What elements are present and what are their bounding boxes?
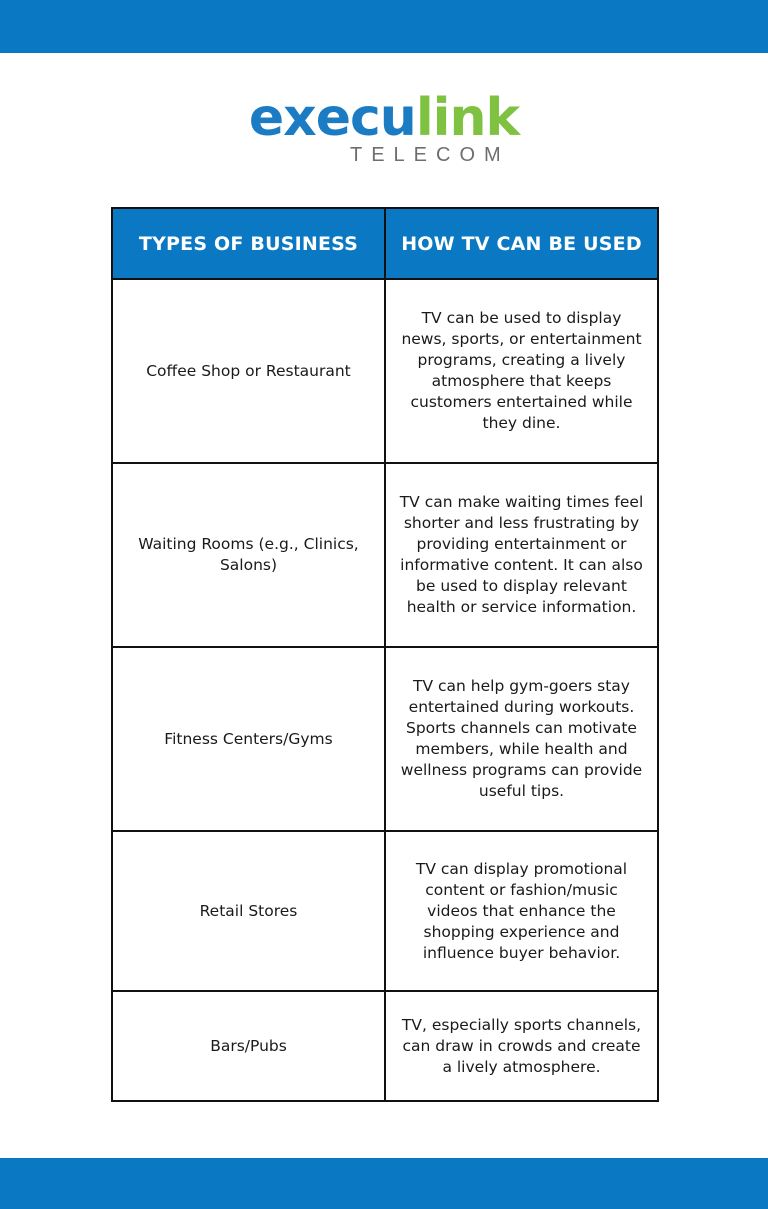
tv-usage-cell: TV can make waiting times feel shorter and less frustrating by providing entertainment or informative content. It can also be used to display relevant health or service information. <box>385 463 658 647</box>
logo-part-link: link <box>415 88 520 148</box>
tv-usage-cell: TV can help gym-goers stay entertained during workouts. Sports channels can motivate members, while health and wellness programs can provide useful tips. <box>385 647 658 831</box>
logo-subtitle: TELECOM <box>350 144 510 166</box>
tv-usage-cell: TV can display promotional content or fashion/music videos that enhance the shopping experience and influence buyer behavior. <box>385 831 658 991</box>
table-row <box>112 463 658 647</box>
business-type-cell: Retail Stores <box>112 831 385 991</box>
logo-wordmark <box>0 88 768 148</box>
table-row <box>112 991 658 1101</box>
table-header-row <box>112 208 658 279</box>
business-tv-table <box>111 207 659 1102</box>
table-row <box>112 831 658 991</box>
top-banner-bar <box>0 0 768 53</box>
header-how-tv-used: HOW TV CAN BE USED <box>385 208 658 279</box>
business-type-cell: Coffee Shop or Restaurant <box>112 279 385 463</box>
tv-usage-cell: TV can be used to display news, sports, or entertainment programs, creating a lively atmosphere that keeps customers entertained while they dine. <box>385 279 658 463</box>
table-row <box>112 279 658 463</box>
business-type-cell: Fitness Centers/Gyms <box>112 647 385 831</box>
table-row <box>112 647 658 831</box>
business-type-cell: Bars/Pubs <box>112 991 385 1101</box>
tv-usage-cell: TV, especially sports channels, can draw in crowds and create a lively atmosphere. <box>385 991 658 1101</box>
business-type-cell: Waiting Rooms (e.g., Clinics, Salons) <box>112 463 385 647</box>
execulink-logo <box>0 88 768 166</box>
header-types-of-business: TYPES OF BUSINESS <box>112 208 385 279</box>
logo-part-execu: execu <box>248 88 416 148</box>
bottom-banner-bar <box>0 1158 768 1209</box>
